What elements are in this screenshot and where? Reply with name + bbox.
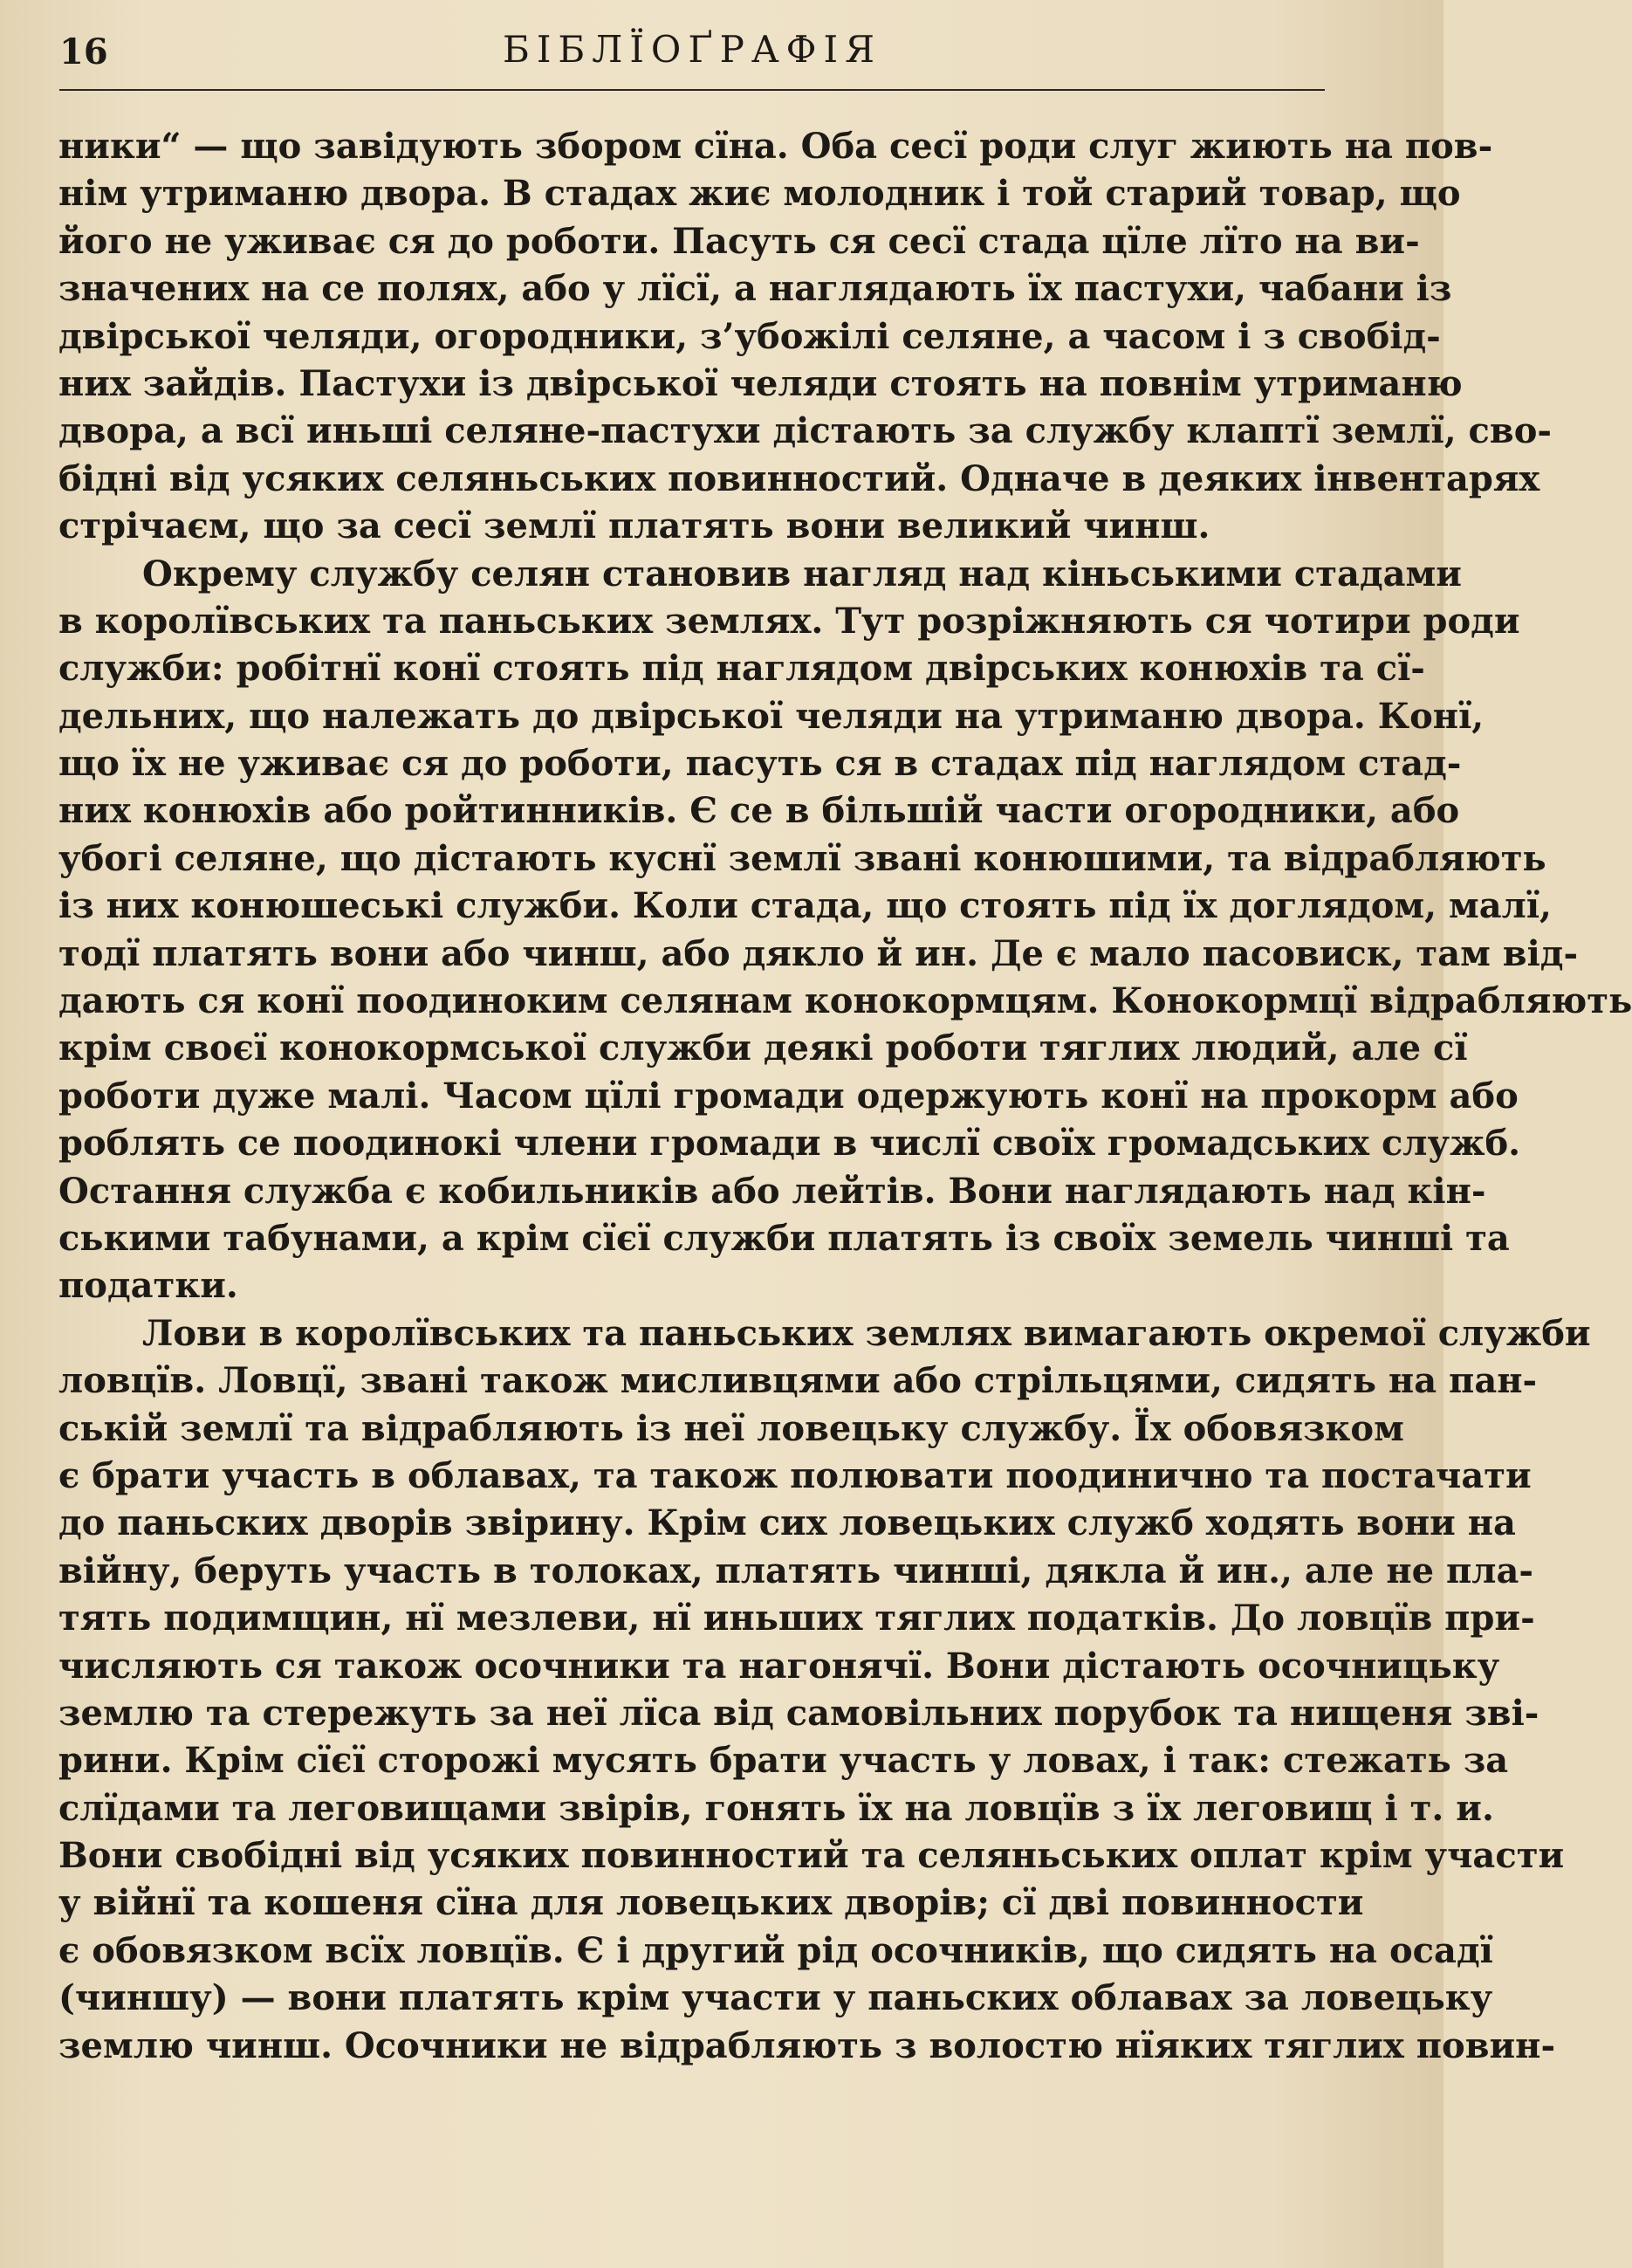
running-head-title: БІБЛЇОҐРАФІЯ — [502, 28, 882, 71]
body-text — [58, 123, 1632, 2070]
text-line: його не уживає ся до роботи. Пасуть ся сесї стада цїле лїто на ви- — [58, 220, 1420, 262]
text-line: податки. — [58, 1265, 238, 1307]
text-line: значених на се полях, або у лїсї, а наглядають їх пастухи, чабани із — [58, 268, 1452, 310]
text-line: дають ся конї поодиноким селянам конокормцям. Конокормцї відрабляють — [58, 980, 1632, 1022]
text-line: крім своєї конокормської служби деякі роботи тяглих людий, але сї — [58, 1027, 1468, 1069]
text-line: із них конюшеські служби. Коли стада, що стоять під їх доглядом, малї, — [58, 885, 1552, 927]
text-line: нім утриманю двора. В стадах жиє молодник і той старий товар, що — [58, 173, 1461, 215]
text-line: є брати участь в облавах, та також полювати поодиничнo та постачати — [58, 1454, 1532, 1496]
text-line: ники“ — що завідують збором сїна. Оба сесї роди слуг жиють на пов- — [58, 126, 1493, 167]
text-line: що їх не уживає ся до роботи, пасуть ся в стадах під наглядом стад- — [58, 743, 1462, 785]
page-header — [59, 23, 1325, 91]
text-line: служби: робітнї конї стоять під наглядом двірських конюхів та сї- — [58, 648, 1425, 690]
paragraph-2 — [58, 551, 1632, 1310]
text-line: роботи дуже малі. Часом цїлі громади одержують конї на прокорм або — [58, 1075, 1519, 1117]
text-line: рини. Крім сїєї сторожі мусять брати участь у ловах, і так: стежать за — [58, 1740, 1509, 1782]
text-line: стрічаєм, що за сесї землї платять вони великий чинш. — [58, 505, 1210, 547]
text-line: війну, беруть участь в толоках, платять чинші, дякла й ин., але не пла- — [58, 1550, 1533, 1591]
text-line: ськими табунами, а крім сїєї служби платять із своїх земель чинші та — [58, 1217, 1510, 1259]
text-line: землю та стережуть за неї лїса від самовільних порубок та нищеня зві- — [58, 1692, 1539, 1734]
text-line: слїдами та леговищами звірів, гонять їх на ловцїв з їх леговищ і т. и. — [58, 1787, 1494, 1829]
text-line: ській землї та відрабляють із неї ловецьку службу. Їх обовязком — [58, 1407, 1404, 1449]
page-number: 16 — [59, 31, 108, 72]
text-line: убогі селяне, що дістають куснї землї звані конюшими, та відрабляють — [58, 837, 1546, 879]
text-line: дельних, що належать до двірської челяди на утриманю двора. Конї, — [58, 695, 1485, 737]
text-line: двора, а всї иньші селяне-пастухи дістають за службу клаптї землї, сво- — [58, 410, 1552, 452]
paragraph-1 — [58, 123, 1552, 551]
text-line: двірської челяди, огородники, з’убожілі селяне, а часом і з свобід- — [58, 315, 1441, 357]
text-line: в королївських та паньських землях. Тут розріжняють ся чотири роди — [58, 600, 1520, 642]
text-line: тодї платять вони або чинш, або дякло й ин. Де є мало пасовиск, там від- — [58, 932, 1579, 974]
text-line: землю чинш. Осочники не відрабляють з волостю нїяких тяглих повин- — [58, 2024, 1556, 2066]
paragraph-3 — [58, 1310, 1591, 2070]
text-line: них конюхів або ройтинників. Є се в більшій части огородники, або — [58, 790, 1460, 832]
text-line: тять подимщин, нї мезлеви, нї иньших тяглих податків. До ловцїв при- — [58, 1598, 1535, 1639]
text-line: до паньских дворів звірину. Крім сих ловецьких служб ходять вони на — [58, 1502, 1516, 1544]
text-line: ловцїв. Ловцї, звані також мисливцями або стрільцями, сидять на пан- — [58, 1360, 1538, 1402]
text-line: числяють ся також осочники та нагонячї. Вони дістають осочницьку — [58, 1645, 1500, 1687]
text-line: у війнї та кошеня сїна для ловецьких дворів; сї дві повинности — [58, 1882, 1364, 1924]
text-line: Остання служба є кобильників або лейтів. Вони наглядають над кін- — [58, 1170, 1486, 1212]
text-line: роблять се поодинокі члени громади в числї своїх громадських служб. — [58, 1123, 1521, 1165]
text-line: них зайдів. Пастухи із двірської челяди стоять на повнім утриманю — [58, 362, 1463, 404]
text-line: Вони свобідні від усяких повинностий та селяньських оплат крім участи — [58, 1835, 1565, 1877]
text-line: бідні від усяких селяньських повинностий. Одначе в деяких інвентарях — [58, 457, 1540, 499]
text-line: (чиншу) — вони платять крім участи у паньских облавах за ловецьку — [58, 1977, 1493, 2019]
text-line: Лови в королївських та паньських землях вимагають окремої служби — [142, 1312, 1591, 1354]
text-line: Окрему службу селян становив нагляд над кіньськими стадами — [142, 553, 1462, 594]
text-line: є обовязком всїх ловцїв. Є і другий рід осочників, що сидять на осадї — [58, 1929, 1493, 1971]
